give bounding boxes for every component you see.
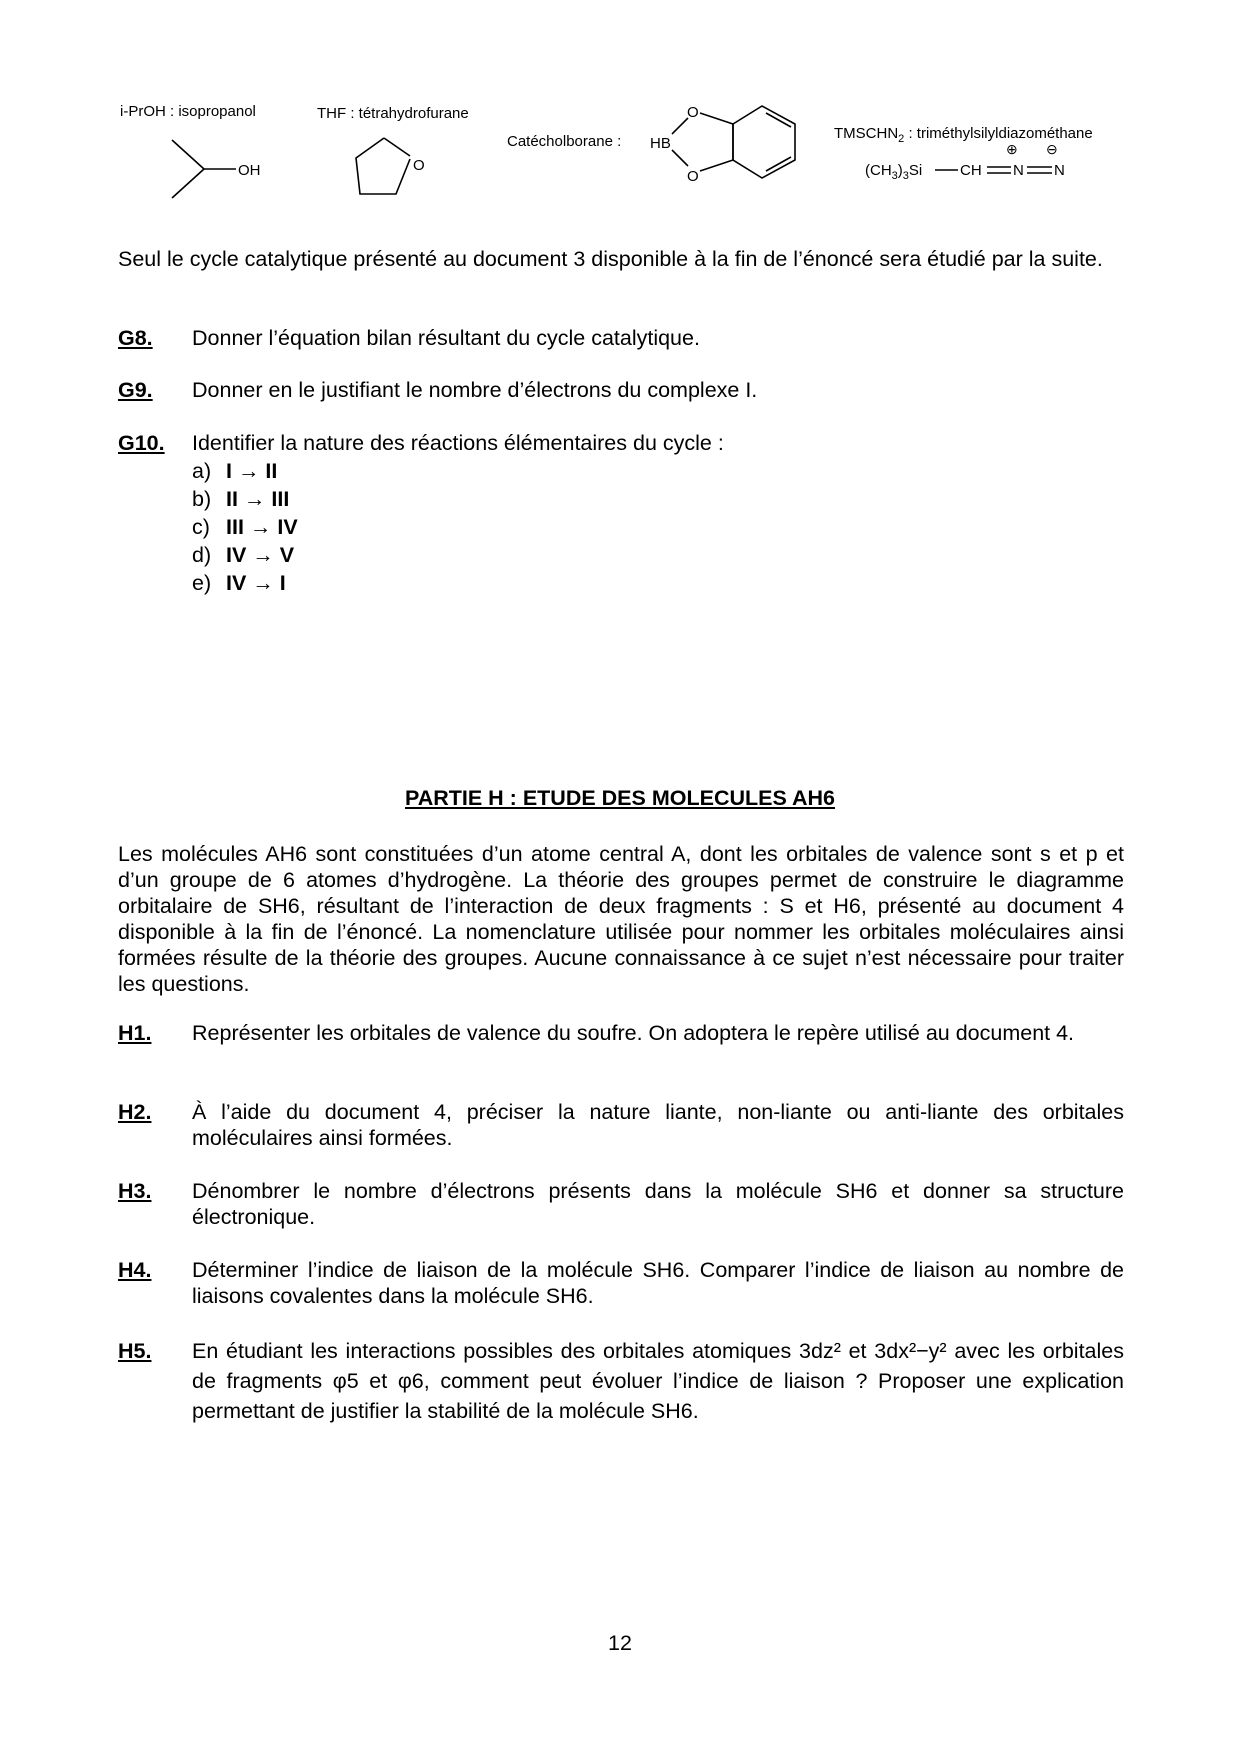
tms-label: $TMSCHN_2$ : triméthylsilyldiazométhane: [834, 125, 1093, 145]
list-item-label: d): [192, 543, 212, 567]
question-text: À l’aide du document 4, préciser la nature liante, non-liante ou anti-liante des orbitales moléculaires ainsi formées.: [192, 1100, 1124, 1150]
question-h3: [118, 1178, 1124, 1230]
question-g10: [118, 430, 1124, 456]
section-heading: PARTIE H : ETUDE DES MOLECULES AH6: [404, 786, 836, 810]
tms-n2: N: [1054, 162, 1065, 179]
intro-paragraph: Seul le cycle catalytique présenté au document 3 disponible à la fin de l’énoncé sera étudié par la suite.: [118, 247, 1103, 271]
question-h1: [118, 1020, 1124, 1046]
structures-drawing: [0, 0, 1240, 230]
tms-bonds: [935, 167, 1052, 173]
isopropanol-structure: [172, 140, 236, 198]
question-number: H2.: [118, 1100, 152, 1124]
question-h2: [118, 1099, 1124, 1151]
question-h4: [118, 1257, 1124, 1309]
question-number: G10.: [118, 431, 165, 455]
question-text: Donner en le justifiant le nombre d’électrons du complexe I.: [192, 378, 758, 402]
part-h-intro-paragraph: Les molécules AH6 sont constituées d’un atome central A, dont les orbitales de valence sont s et p et d’un groupe de 6 atomes d’hydrogène. La théorie des groupes permet de construire le diagramme orbitalaire de SH6, résultant de l’interaction de deux fragments : S et H6, présenté au document 4 disponible à la fin de l’énoncé. La nomenclature utilisée pour nommer les orbitales moléculaires ainsi formées résulte de la théorie des groupes. Aucune connaissance à ce sujet n’est nécessaire pour traiter les questions.: [118, 842, 1124, 996]
list-item-text: I → II: [226, 459, 278, 483]
tms-formula: $(CH_3)_3Si$: [865, 162, 923, 182]
question-number: H4.: [118, 1258, 152, 1282]
question-g8: [118, 325, 1124, 351]
question-number: G8.: [118, 326, 153, 350]
catechol-o2: O: [687, 168, 699, 185]
list-item-label: e): [192, 571, 212, 595]
catechol-hb: HB: [650, 135, 671, 152]
list-item: [192, 514, 298, 540]
question-text: Dénombrer le nombre d’électrons présents dans la molécule SH6 et donner sa structure électronique.: [192, 1179, 1124, 1229]
iproh-oh: OH: [238, 162, 261, 179]
list-item-text: IV → V: [226, 543, 295, 567]
thf-o: O: [413, 157, 425, 174]
list-item-label: a): [192, 459, 212, 483]
list-item: [192, 458, 277, 484]
question-text: Identifier la nature des réactions élémentaires du cycle :: [192, 431, 724, 455]
tms-n1: N: [1013, 162, 1024, 179]
list-item: [192, 486, 289, 512]
question-h5: [118, 1336, 1124, 1426]
question-number: H1.: [118, 1021, 152, 1045]
list-item-text: III → IV: [226, 515, 298, 539]
question-number: H3.: [118, 1179, 152, 1203]
question-number: G9.: [118, 378, 153, 402]
catechol-o1: O: [687, 104, 699, 121]
list-item-text: IV → I: [226, 571, 286, 595]
tms-minus-charge: ⊖: [1046, 141, 1058, 157]
list-item-label: c): [192, 515, 210, 539]
tms-ch: CH: [960, 162, 982, 179]
tms-plus-charge: ⊕: [1006, 141, 1018, 157]
list-item: [192, 542, 294, 568]
catechol-label: Catécholborane :: [507, 133, 622, 150]
question-text: Donner l’équation bilan résultant du cycle catalytique.: [192, 326, 700, 350]
structures-row: [0, 0, 1240, 230]
list-item-label: b): [192, 487, 212, 511]
question-g9: [118, 377, 1124, 403]
question-text: Représenter les orbitales de valence du soufre. On adoptera le repère utilisé au document 4.: [192, 1021, 1075, 1045]
list-item: [192, 570, 286, 596]
page-number: 12: [608, 1631, 632, 1655]
iproh-label: i-PrOH : isopropanol: [120, 103, 256, 120]
question-text: En étudiant les interactions possibles des orbitales atomiques 3dz² et 3dx²−y² avec les orbitales de fragments φ5 et φ6, comment peut évoluer l’indice de liaison ? Proposer une explication permettant de justifier la stabilité de la molécule SH6.: [192, 1339, 1124, 1423]
question-text: Déterminer l’indice de liaison de la molécule SH6. Comparer l’indice de liaison au nombre de liaisons covalentes dans la molécule SH6.: [192, 1258, 1124, 1308]
thf-label: THF : tétrahydrofurane: [317, 105, 469, 122]
thf-structure: [356, 138, 410, 194]
question-number: H5.: [118, 1339, 152, 1363]
list-item-text: II → III: [226, 487, 290, 511]
